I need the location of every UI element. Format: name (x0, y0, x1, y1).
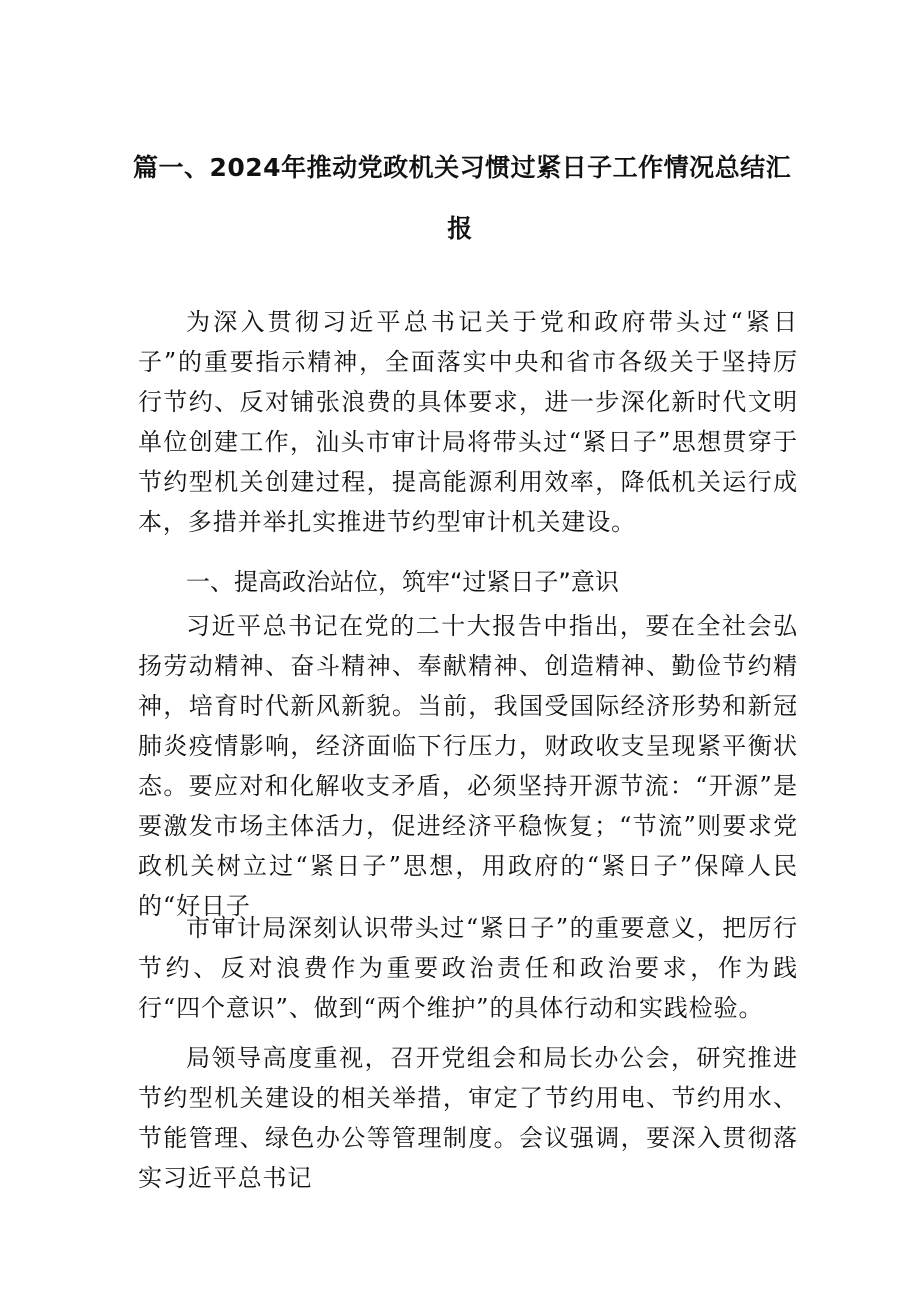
document-title-line-2: 报 (447, 214, 473, 243)
paragraph-awareness: 市审计局深刻认识带头过“紧日子”的重要意义，把厉行节约、反对浪费作为重要政治责任和政治要求，作为践行“四个意识”、做到“两个维护”的具体行动和实践检验。 (138, 914, 798, 1022)
paragraph-speech: 习近平总书记在党的二十大报告中指出，要在全社会弘扬劳动精神、奋斗精神、奉献精神、创造精神、勤俭节约精神，培育时代新风新貌。当前，我国受国际经济形势和新冠肺炎疫情影响，经济面临下行压力，财政收支呈现紧平衡状态。要应对和化解收支矛盾，必须坚持开源节流：“开源”是要激发市场主体活力，促进经济平稳恢复；“节流”则要求党政机关树立过“紧日子”思想，用政府的“紧日子”保障人民的“好日子 (138, 612, 798, 920)
section-heading-1: 一、提高政治站位，筑牢“过紧日子”意识 (186, 568, 619, 596)
paragraph-intro: 为深入贯彻习近平总书记关于党和政府带头过“紧日子”的重要指示精神，全面落实中央和省市各级关于坚持厉行节约、反对铺张浪费的具体要求，进一步深化新时代文明单位创建工作，汕头市审计局将带头过“紧日子”思想贯穿于节约型机关创建过程，提高能源利用效率，降低机关运行成本，多措并举扎实推进节约型审计机关建设。 (138, 308, 798, 536)
paragraph-leadership: 局领导高度重视，召开党组会和局长办公会，研究推进节约型机关建设的相关举措，审定了节约用电、节约用水、节能管理、绿色办公等管理制度。会议强调，要深入贯彻落实习近平总书记 (138, 1044, 798, 1192)
document-title-line-1: 篇一、2024年推动党政机关习惯过紧日子工作情况总结汇 (133, 153, 792, 182)
